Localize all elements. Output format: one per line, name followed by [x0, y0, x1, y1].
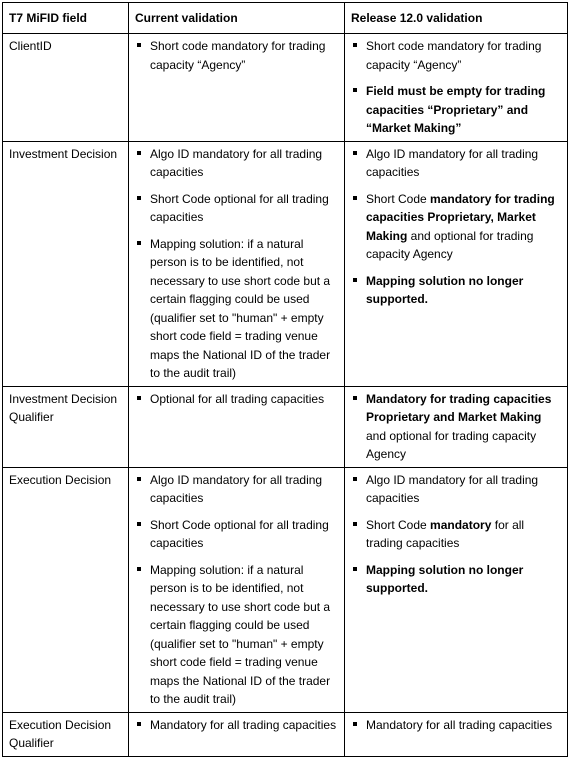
current-validation-cell — [129, 141, 345, 386]
current-validation-list — [135, 390, 338, 409]
current-validation-cell — [129, 386, 345, 467]
table-body — [3, 34, 568, 757]
header-field: T7 MiFID field — [3, 3, 129, 34]
bold-text-segment: Field must be empty for trading capacities “Proprietary” and “Market Making” — [366, 84, 546, 135]
release-validation-cell — [345, 386, 568, 467]
text-segment: Short code mandatory for trading capacity “Agency” — [366, 39, 542, 72]
text-segment: for all trading capacities — [366, 517, 525, 550]
current-validation-list — [135, 37, 338, 74]
table-row — [3, 141, 568, 386]
text-segment: Algo ID mandatory for all trading capacities — [366, 472, 539, 505]
text-segment: Algo ID mandatory for all trading capacities — [366, 146, 539, 179]
current-validation-cell — [129, 712, 345, 756]
release-validation-cell — [345, 712, 568, 756]
text-segment: and optional for trading capacity Agency — [366, 228, 534, 261]
text-segment: and optional for trading capacity Agency — [366, 428, 537, 461]
bullet-item: Mapping solution: if a natural person is to be identified, not necessary to use short code but a certain flagging could be used (qualifier set to "human" + empty short code field = trading venue maps the National ID of the trader to the audit trail) — [135, 561, 338, 709]
field-name-cell: ClientID — [3, 34, 129, 142]
bullet-item — [351, 37, 561, 74]
bold-text-segment: Mapping solution no longer supported. — [366, 562, 524, 595]
validation-table — [2, 2, 568, 757]
bold-text-segment: Mandatory for trading capacities Proprietary and Market Making — [366, 391, 552, 424]
bullet-item: Short Code optional for all trading capacities — [135, 516, 338, 553]
bullet-item — [351, 190, 561, 264]
release-validation-list — [351, 390, 561, 464]
bullet-item: Optional for all trading capacities — [135, 390, 338, 409]
release-validation-list — [351, 145, 561, 309]
field-name-cell: Execution Decision Qualifier — [3, 712, 129, 756]
bullet-item: Mapping solution: if a natural person is to be identified, not necessary to use short code but a certain flagging could be used (qualifier set to "human" + empty short code field = trading venue maps the National ID of the trader to the audit trail) — [135, 235, 338, 383]
release-validation-list — [351, 37, 561, 138]
table-row — [3, 34, 568, 142]
bullet-item — [351, 471, 561, 508]
current-validation-list — [135, 471, 338, 709]
text-segment: Short Code — [366, 191, 431, 206]
table-row — [3, 386, 568, 467]
bold-text-segment: mandatory for trading capacities Proprietary, Market Making — [366, 191, 555, 243]
bullet-item — [351, 82, 561, 138]
field-name-cell: Investment Decision — [3, 141, 129, 386]
release-validation-cell — [345, 467, 568, 712]
current-validation-cell — [129, 467, 345, 712]
field-name-cell: Execution Decision — [3, 467, 129, 712]
header-release-validation: Release 12.0 validation — [345, 3, 568, 34]
bullet-item: Algo ID mandatory for all trading capacities — [135, 145, 338, 182]
bullet-item — [351, 272, 561, 309]
bullet-item: Short code mandatory for trading capacity “Agency” — [135, 37, 338, 74]
bullet-item: Algo ID mandatory for all trading capacities — [135, 471, 338, 508]
table-row — [3, 467, 568, 712]
bullet-item — [351, 516, 561, 553]
bullet-item — [351, 716, 561, 735]
bullet-item — [351, 561, 561, 598]
release-validation-cell — [345, 141, 568, 386]
bullet-item: Short Code optional for all trading capacities — [135, 190, 338, 227]
bullet-item: Mandatory for all trading capacities — [135, 716, 338, 735]
release-validation-list — [351, 471, 561, 598]
header-current-validation: Current validation — [129, 3, 345, 34]
release-validation-cell — [345, 34, 568, 142]
text-segment: Short Code — [366, 517, 431, 532]
bullet-item — [351, 390, 561, 464]
field-name-cell: Investment Decision Qualifier — [3, 386, 129, 467]
current-validation-list — [135, 145, 338, 383]
table-row — [3, 712, 568, 756]
current-validation-list — [135, 716, 338, 735]
bullet-item — [351, 145, 561, 182]
release-validation-list — [351, 716, 561, 735]
bold-text-segment: mandatory — [430, 517, 492, 532]
text-segment: Mandatory for all trading capacities — [366, 717, 553, 732]
bold-text-segment: Mapping solution no longer supported. — [366, 273, 524, 306]
header-row — [3, 3, 568, 34]
current-validation-cell — [129, 34, 345, 142]
